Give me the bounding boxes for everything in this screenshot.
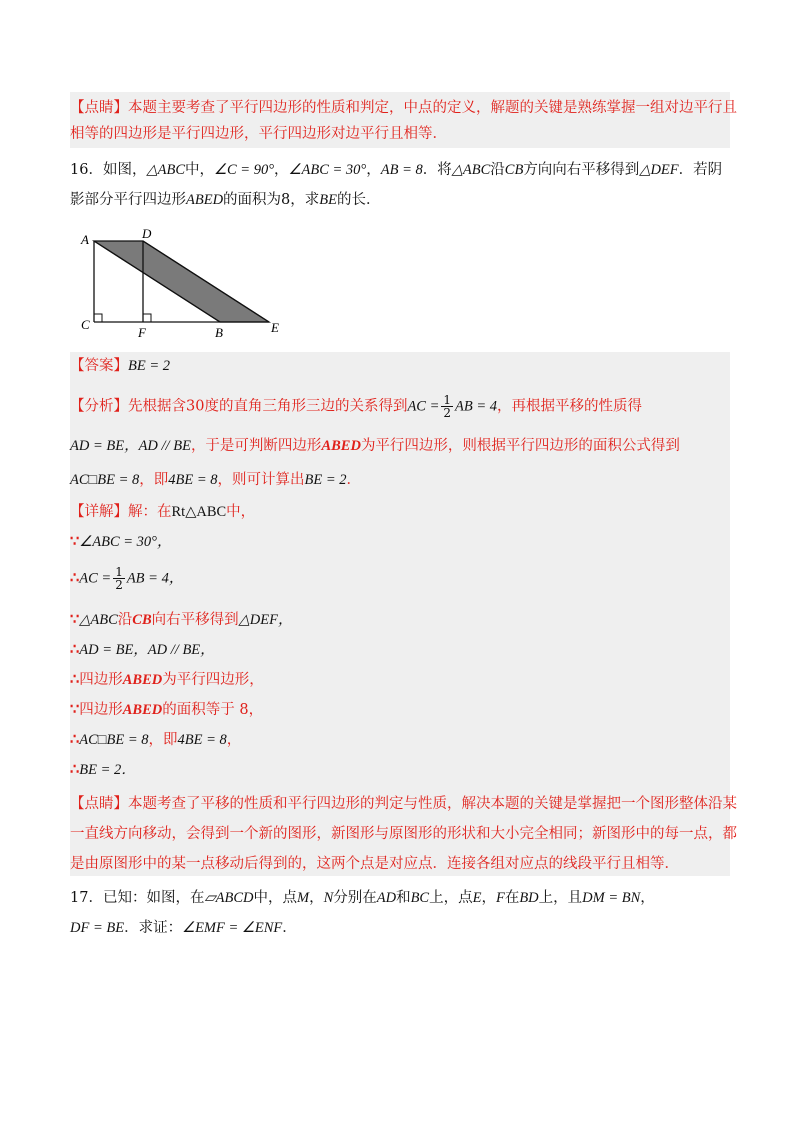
detail-step7	[70, 730, 241, 750]
answer-value: BE = 2	[128, 358, 170, 374]
detail-line1	[70, 502, 255, 522]
label-c: C	[81, 317, 90, 332]
note-q15-line2: 相等的四边形是平行四边形，平行四边形对边平行且相等．	[70, 126, 447, 142]
detail-math: BE = 2．	[79, 762, 136, 778]
q17-text: 分别在	[333, 890, 377, 906]
label-e: E	[271, 320, 279, 335]
q16-text: ，	[274, 162, 289, 178]
segment-bd: BD	[519, 890, 539, 906]
detail-math: AC =	[79, 570, 112, 587]
point-e: E	[472, 890, 482, 906]
segment-be: BE	[319, 192, 337, 208]
segment-cb: CB	[504, 162, 524, 178]
q16-line2	[70, 190, 381, 210]
label-a: A	[81, 232, 89, 247]
analysis-text: ，则可计算出	[217, 472, 305, 488]
analysis-math: AD = BE，AD // BE	[70, 438, 191, 454]
analysis-math: 4BE = 8	[168, 472, 218, 488]
analysis-tag: 【分析】	[70, 398, 128, 415]
note-q16	[70, 790, 737, 876]
angle-abc: ∠ABC = 30°	[288, 162, 367, 178]
analysis-text: 为平行四边形，则根据平行四边形的面积公式得到	[360, 438, 680, 454]
analysis-math: ABED	[321, 438, 361, 454]
analysis-math: AC =	[407, 398, 440, 415]
detail-text: 四边形	[79, 672, 123, 688]
question-17	[70, 884, 730, 944]
q17-line2	[70, 918, 297, 938]
q17-text: 已知：如图，在	[102, 890, 205, 906]
detail-step8	[70, 760, 136, 780]
analysis-math: AB = 4	[455, 398, 498, 415]
parallelogram-abcd: ▱ABCD	[204, 890, 254, 906]
fraction-denominator: 2	[115, 578, 123, 592]
figure-translation	[78, 228, 298, 338]
detail-math: ABED	[122, 672, 163, 688]
therefore-symbol: ∴	[70, 731, 80, 748]
analysis-text: ，再根据平移的性质得	[497, 398, 643, 415]
detail-math: AD = BE，AD // BE，	[79, 642, 215, 658]
q16-text: 沿	[490, 162, 505, 178]
detail-math: Rt△ABC	[171, 504, 227, 520]
q17-number: 17．	[70, 890, 103, 906]
detail-tag: 【详解】	[70, 504, 128, 520]
q16-text: 如图，	[102, 162, 147, 178]
q17-line1	[70, 888, 655, 908]
shaded-parallelogram	[94, 241, 269, 322]
label-d: D	[142, 228, 152, 241]
analysis-line2	[70, 436, 680, 456]
df-equals-be: DF = BE	[70, 920, 125, 936]
detail-text: 解：在	[128, 504, 172, 520]
segment-ad: AD	[376, 890, 397, 906]
triangle-abc: △ABC	[146, 162, 185, 178]
angle-c: ∠C = 90°	[214, 162, 275, 178]
q17-text: 上，且	[538, 890, 583, 906]
label-b: B	[215, 325, 223, 338]
q16-text: ．将	[422, 162, 452, 178]
detail-step3	[70, 610, 292, 630]
q17-text: ，	[640, 890, 655, 906]
analysis-line1	[70, 394, 642, 419]
q17-text: 和	[396, 890, 411, 906]
segment-bc: BC	[410, 890, 430, 906]
q16-text: ，	[366, 162, 381, 178]
detail-math: 4BE = 8	[177, 732, 227, 748]
detail-step2	[70, 566, 183, 591]
detail-math: ∠ABC = 30°，	[79, 534, 172, 550]
detail-step6	[70, 700, 263, 720]
q16-text: 的面积为8，求	[223, 192, 320, 208]
therefore-symbol: ∴	[70, 671, 80, 688]
fraction-numerator: 1	[115, 565, 123, 579]
detail-text: ，	[226, 732, 242, 748]
note-q15	[70, 92, 737, 148]
therefore-symbol: ∴	[70, 761, 80, 778]
parallelogram-abed: ABED	[186, 192, 224, 208]
q16-text: ．若阴	[678, 162, 723, 178]
q17-text: 在	[504, 890, 520, 906]
q17-text: ，	[481, 890, 496, 906]
analysis-text: 先根据含30度的直角三角形三边的关系得到	[128, 398, 408, 415]
point-n: N	[323, 890, 334, 906]
detail-text: 的面积等于 8，	[162, 702, 264, 718]
fraction-one-half	[441, 394, 453, 419]
answer-tag: 【答案】	[70, 358, 128, 374]
fraction-numerator: 1	[443, 393, 452, 407]
question-16	[70, 156, 730, 212]
detail-step5	[70, 670, 264, 690]
label-f: F	[138, 325, 146, 338]
detail-math: △DEF，	[238, 612, 293, 628]
q16-text: 影部分平行四边形	[70, 192, 186, 208]
note-q16-line1: 【点睛】本题考查了平移的性质和平行四边形的判定与性质，解决本题的关键是掌握把一个图形整体沿某	[70, 796, 737, 812]
solution-q16	[70, 352, 730, 790]
note-q16-line3: 是由原图形中的某一点移动后得到的，这两个点是对应点．连接各组对应点的线段平行且相等．	[70, 856, 679, 872]
q17-text: ，	[309, 890, 324, 906]
analysis-text: ，即	[139, 472, 169, 488]
analysis-math: AC□BE = 8	[70, 472, 140, 488]
detail-math: AC□BE = 8	[79, 732, 149, 748]
q17-text: 上，点	[429, 890, 473, 906]
therefore-symbol: ∴	[70, 641, 80, 658]
therefore-symbol: ∴	[70, 569, 80, 587]
goal-angles: ∠EMF = ∠ENF	[182, 920, 283, 936]
dm-equals-bn: DM = BN	[582, 890, 641, 906]
answer-line	[70, 356, 170, 376]
detail-math: ABED	[122, 702, 163, 718]
q17-text: ．求证：	[124, 920, 183, 936]
q17-text: ．	[282, 920, 297, 936]
because-symbol: ∵	[70, 611, 80, 628]
detail-text: 向右平移得到	[151, 612, 239, 628]
because-symbol: ∵	[70, 533, 80, 550]
because-symbol: ∵	[70, 701, 80, 718]
detail-text: 四边形	[79, 702, 123, 718]
fraction-denominator: 2	[443, 406, 452, 420]
detail-step4	[70, 640, 215, 660]
detail-text: ，即	[148, 732, 178, 748]
note-q15-line1: 【点睛】本题主要考查了平行四边形的性质和判定，中点的定义，解题的关键是熟练掌握一组对边平行且	[70, 100, 737, 116]
point-f: F	[495, 890, 505, 906]
note-q16-line2: 一直线方向移动，会得到一个新的图形，新图形与原图形的形状和大小完全相同；新图形中的每一点，都	[70, 826, 737, 842]
ab-length: AB = 8	[380, 162, 423, 178]
detail-math: CB	[132, 612, 152, 628]
q17-text: 中，点	[253, 890, 297, 906]
right-angle-mark-f	[143, 314, 151, 322]
analysis-text: ，于是可判断四边形	[190, 438, 322, 454]
detail-math: △ABC	[79, 612, 118, 628]
triangle-abc: △ABC	[451, 162, 491, 178]
q16-number: 16．	[70, 162, 103, 178]
point-m: M	[296, 890, 310, 906]
detail-step1	[70, 532, 171, 552]
analysis-line3	[70, 470, 361, 490]
detail-math: AB = 4，	[126, 570, 184, 587]
right-angle-mark-c	[94, 314, 102, 322]
detail-text: 沿	[117, 612, 133, 628]
q16-text: 方向向右平移得到	[523, 162, 640, 178]
fraction-one-half	[113, 566, 125, 591]
q16-text: 的长．	[337, 192, 381, 208]
analysis-text: ．	[346, 472, 362, 488]
analysis-math: BE = 2	[304, 472, 347, 488]
detail-text: 中，	[226, 504, 256, 520]
triangle-def: △DEF	[639, 162, 679, 178]
q16-text: 中，	[185, 162, 214, 178]
detail-text: 为平行四边形，	[162, 672, 264, 688]
q16-line1	[70, 160, 722, 180]
